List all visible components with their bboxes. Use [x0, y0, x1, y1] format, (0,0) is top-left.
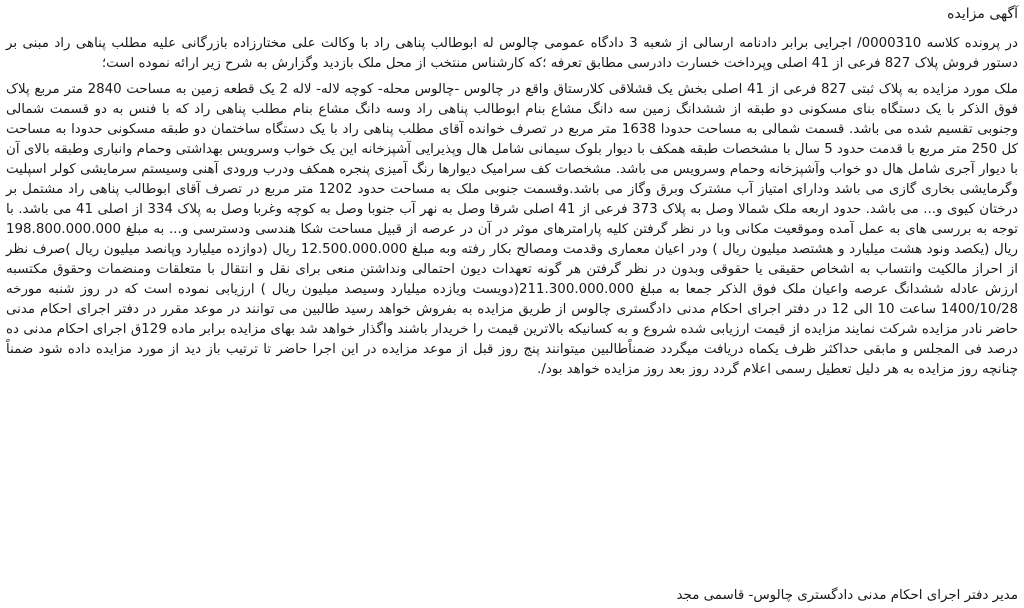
notice-body-paragraph: ملک مورد مزایده به پلاک ثبتی 827 فرعی از 41 اصلی بخش یک قشلاقی کلارستاق واقع در چالوس -چالوس محله- کوچه لاله- لاله 2 یک قطعه زمین به مساحت 2840 متر مربع پلاک فوق الذکر با یک دستگاه بنای مسکونی دو طبقه از ششدانگ زمین سه دانگ مشاع بنام ابوطالب پناهی راد وسه دانگ مشاع بنام مطلب پناهی راد که با فنس به دو قسمت شمالی وجنوبی تقسیم شده می باشد. قسمت شمالی به مساحت حدودا 1638 متر مربع در تصرف خوانده آقای مطلب پناهی راد با یک دستگاه ساختمان دو طبقه مسکونی حدودا به مساحت کل 250 متر مربع با قدمت حدود 5 سال با مشخصات طبقه همکف با دیوار بلوک سیمانی شامل هال وپذیرایی آشپزخانه این یک خواب وسرویس بهداشتی وحمام وانباری وطبقه بالای آن با دیوار آجری شامل هال دو خواب وآشپزخانه وحمام وسرویس می باشد. مشخصات کف سرامیک دیوارها رنگ آمیزی پنجره همکف ودرب ورودی آهنی وسیستم سرمایشی کولر اسپلیت وگرمایشی بخاری گازی می باشد ودارای امتیاز آب مشترک وبرق وگاز می باشد.وقسمت جنوبی ملک به مساحت حدود 1202 متر مربع در تصرف آقای ابوطالب پناهی راد مشتمل بر درختان کیوی و... می باشد. حدود اربعه ملک شمالا وصل به پلاک 373 فرعی از 41 اصلی شرقا وصل به نهر آب جنوبا وصل به کوچه وغربا وصل به پلاک 334 از اصلی 41 می باشد. با توجه به بررسی های به عمل آمده وموقعیت مکانی وبا در نظر گرفتن کلیه پارامترهای موثر در آن در عرصه از قبیل مساحت شکا هندسی ودسترسی و... به مبلغ 198.800.000.000 ریال (یکصد ونود هشت میلیارد و هشتصد میلیون ریال ) ودر اعیان معماری وقدمت ومصالح بکار رفته وبه مبلغ 12.500.000.000 ریال (دوازده میلیارد وپانصد میلیون ریال )صرف نظر از احراز مالکیت وانتساب به اشخاص حقیقی یا حقوقی وبدون در نظر گرفتن هر گونه تعهدات دیون احتمالی ونداشتن منعی برای نقل و انتقال با متعلقات ومنضمات وحقوق مکتسبه ارزش عادله ششدانگ عرصه واعیان ملک فوق الذکر جمعا به مبلغ 211.300.000.000(دویست ویازده میلیارد وسیصد میلیون ریال ) ارزیابی نموده است که در روز شنبه مورخه 1400/10/28 ساعت 10 الی 12 در دفتر اجرای احکام مدنی دادگستری چالوس از طریق مزایده به بفروش خواهد رسید طالبین می توانند در موعد مقرر در دفتر اجرای احکام مدنی حاضر نادر مزایده شرکت نمایند مزایده از قیمت ارزیابی شده شروع و به کسانیکه بالاترین قیمت را خریدار باشند واگذار خواهد شد بهای مزایده برابر ماده 129ق اجرای احکام مدنی ده درصد فی المجلس و مابقی حداکثر ظرف یکماه دریافت میگردد ضمناًطالبین میتوانند پنج روز قبل از موعد مزایده در این اجرا حاضر تا ترتیب باز دید از مورد مزایده داده شود ضمناً چنانچه روز مزایده به هر دلیل تعطیل رسمی اعلام گردد روز بعد روز مزایده خواهد بود/.	[6, 82, 1019, 377]
notice-signature: مدیر دفتر اجرای احکام مدنی دادگستری چالوس- قاسمی مجد	[676, 588, 1018, 603]
notice-intro-paragraph: در پرونده کلاسه 0000310/ اجرایی برابر دادنامه ارسالی از شعبه 3 دادگاه عمومی چالوس له ابوطالب پناهی راد با وکالت علی مختارزاده بازرگانی علیه مطلب پناهی راد مبنی بر دستور فروش پلاک 827 فرعی از 41 اصلی وپرداخت خسارت دادرسی مطابق تعرفه ؛که کارشناس منتخب از محل ملک بازدید وگزارش به شرح زیر ارائه نموده است؛	[6, 36, 1018, 71]
notice-title: آگهی مزایده	[947, 6, 1018, 22]
auction-notice	[6, 4, 1019, 603]
